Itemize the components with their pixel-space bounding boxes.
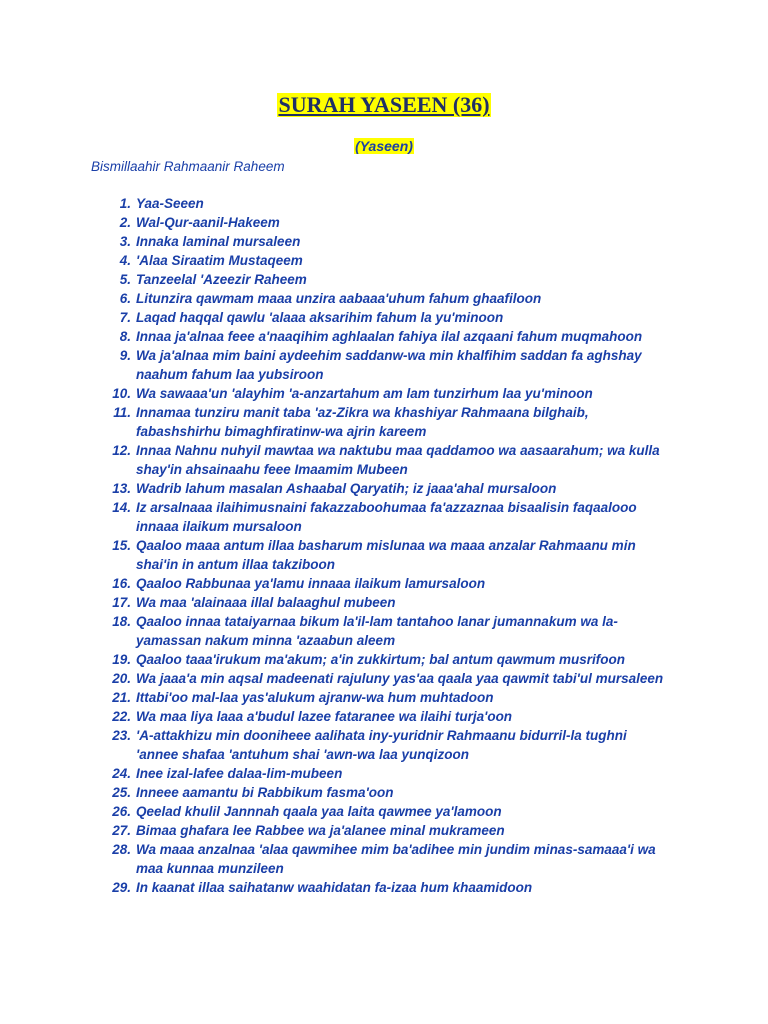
verse-text: 'A-attakhizu min dooniheee aalihata iny-yuridnir Rahmaanu bidurril-la tughni 'annee shafaa 'antuhum shai 'awn-wa laa yunqizoon [136, 728, 627, 762]
verse-text: Wa maa 'alainaaa illal balaaghul mubeen [136, 595, 396, 610]
verse-number: 18. [112, 614, 131, 629]
verse-text: Laqad haqqal qawlu 'alaaa aksarihim fahum la yu'minoon [136, 310, 504, 325]
verse-item [0, 289, 668, 308]
verse-number: 28. [112, 842, 131, 857]
verse-number: 23. [112, 728, 131, 743]
verse-text: Wadrib lahum masalan Ashaabal Qaryatih; iz jaaa'ahal mursaloon [136, 481, 557, 496]
verse-text: Wa sawaaa'un 'alayhim 'a-anzartahum am lam tunzirhum laa yu'minoon [136, 386, 593, 401]
verse-number: 13. [112, 481, 131, 496]
verse-number: 14. [112, 500, 131, 515]
page-title: SURAH YASEEN (36) [278, 92, 490, 117]
verse-number: 4. [119, 253, 131, 268]
intro-text: Bismillaahir Rahmaanir Raheem [91, 159, 285, 174]
verse-text: Wa maaa anzalnaa 'alaa qawmihee mim ba'adihee min jundim minas-samaaa'i wa maa kunnaa munzileen [136, 842, 656, 876]
verse-text: Wa maa liya laaa a'budul lazee fataranee wa ilaihi turja'oon [136, 709, 513, 724]
verse-text: In kaanat illaa saihatanw waahidatan fa-izaa hum khaamidoon [136, 880, 533, 895]
verse-number: 29. [112, 880, 131, 895]
verse-item [0, 764, 668, 783]
verse-text: Innaka laminal mursaleen [136, 234, 301, 249]
verse-item [0, 593, 668, 612]
verse-text: Inee izal-lafee dalaa-lim-mubeen [136, 766, 343, 781]
verse-number: 6. [119, 291, 131, 306]
verse-number: 11. [113, 405, 131, 420]
verse-text: Ittabi'oo mal-laa yas'alukum ajranw-wa hum muhtadoon [136, 690, 494, 705]
verse-item [0, 441, 668, 479]
verse-text: Qeelad khulil Jannnah qaala yaa laita qawmee ya'lamoon [136, 804, 502, 819]
verse-item [0, 612, 668, 650]
verse-text: Litunzira qawmam maaa unzira aabaaa'uhum fahum ghaafiloon [136, 291, 542, 306]
verse-item [0, 688, 668, 707]
verse-item [0, 194, 668, 213]
verse-item [0, 802, 668, 821]
verse-item [0, 574, 668, 593]
verse-number: 7. [119, 310, 131, 325]
page-subtitle: (Yaseen) [355, 138, 413, 154]
verse-item [0, 726, 668, 764]
verse-number: 20. [112, 671, 131, 686]
verse-text: 'Alaa Siraatim Mustaqeem [136, 253, 303, 268]
verse-number: 1. [119, 196, 131, 211]
verse-text: Wa ja'alnaa mim baini aydeehim saddanw-wa min khalfihim saddan fa aghshay naahum fahum laa yubsiroon [136, 348, 642, 382]
verse-number: 17. [112, 595, 131, 610]
verse-number: 9. [119, 348, 131, 363]
verse-item [0, 821, 668, 840]
verse-text: Tanzeelal 'Azeezir Raheem [136, 272, 307, 287]
verse-item [0, 650, 668, 669]
verse-item [0, 270, 668, 289]
verse-item [0, 707, 668, 726]
verse-number: 3. [119, 234, 131, 249]
verse-item [0, 384, 668, 403]
verse-item [0, 783, 668, 802]
verse-item [0, 498, 668, 536]
verse-text: Qaaloo maaa antum illaa basharum mislunaa wa maaa anzalar Rahmaanu min shai'in in antum illaa takziboon [136, 538, 636, 572]
verse-text: Innamaa tunziru manit taba 'az-Zikra wa khashiyar Rahmaana bilghaib, fabashshirhu bimaghfiratinw-wa ajrin kareem [136, 405, 589, 439]
verse-number: 27. [112, 823, 131, 838]
verse-text: Inneee aamantu bi Rabbikum fasma'oon [136, 785, 394, 800]
verse-item [0, 403, 668, 441]
verse-item [0, 213, 668, 232]
verse-text: Yaa-Seeen [136, 196, 204, 211]
verse-item [0, 251, 668, 270]
verse-item [0, 346, 668, 384]
verse-item [0, 327, 668, 346]
verse-text: Wa jaaa'a min aqsal madeenati rajuluny yas'aa qaala yaa qawmit tabi'ul mursaleen [136, 671, 664, 686]
verse-item [0, 669, 668, 688]
verse-text: Wal-Qur-aanil-Hakeem [136, 215, 280, 230]
verse-text: Qaaloo innaa tataiyarnaa bikum la'il-lam tantahoo lanar jumannakum wa la-yamassan nakum minna 'azaabun aleem [136, 614, 618, 648]
verse-text: Bimaa ghafara lee Rabbee wa ja'alanee minal mukrameen [136, 823, 505, 838]
verse-item [0, 479, 668, 498]
verse-number: 8. [119, 329, 131, 344]
verse-number: 10. [112, 386, 131, 401]
verse-item [0, 308, 668, 327]
verse-number: 2. [119, 215, 131, 230]
verse-number: 26. [112, 804, 131, 819]
verse-number: 5. [119, 272, 131, 287]
verse-text: Innaa ja'alnaa feee a'naaqihim aghlaalan fahiya ilal azqaani fahum muqmahoon [136, 329, 643, 344]
verse-number: 21. [112, 690, 131, 705]
verse-number: 25. [112, 785, 131, 800]
verse-number: 12. [112, 443, 131, 458]
verse-item [0, 878, 668, 897]
verse-number: 19. [112, 652, 131, 667]
verse-item [0, 840, 668, 878]
verse-number: 16. [112, 576, 131, 591]
verse-number: 15. [112, 538, 131, 553]
verse-item [0, 536, 668, 574]
verse-text: Qaaloo taaa'irukum ma'akum; a'in zukkirtum; bal antum qawmum musrifoon [136, 652, 625, 667]
verse-text: Iz arsalnaaa ilaihimusnaini fakazzaboohumaa fa'azzaznaa bisaalisin faqaalooo innaaa ilaikum mursaloon [136, 500, 637, 534]
verse-number: 24. [112, 766, 131, 781]
verse-text: Innaa Nahnu nuhyil mawtaa wa naktubu maa qaddamoo wa aasaarahum; wa kulla shay'in ahsainaahu feee Imaamim Mubeen [136, 443, 660, 477]
verse-number: 22. [112, 709, 131, 724]
verse-list [0, 194, 768, 897]
verse-text: Qaaloo Rabbunaa ya'lamu innaaa ilaikum lamursaloon [136, 576, 486, 591]
verse-item [0, 232, 668, 251]
